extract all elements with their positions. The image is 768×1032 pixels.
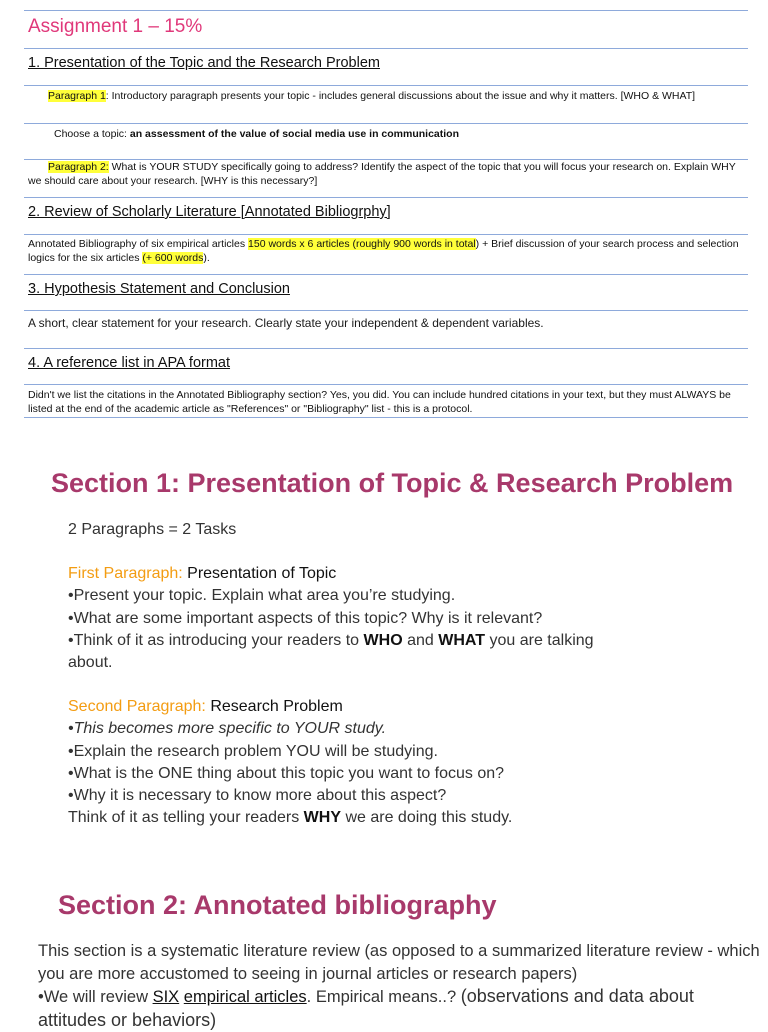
topic-value: an assessment of the value of social media use in communication [129, 128, 459, 140]
second-paragraph-label: Second Paragraph: [68, 698, 211, 716]
heading-3: 3. Hypothesis Statement and Conclusion [28, 281, 290, 297]
paragraph1-label: Paragraph 1 [48, 90, 106, 102]
heading-row-2 [24, 197, 748, 234]
s2-line2-b: . Empirical means..? [306, 988, 461, 1006]
section1-body [68, 519, 594, 829]
annotated-bib-highlight-1: 150 words x 6 articles (roughly 900 words in total [248, 238, 476, 250]
paragraph2-text: What is YOUR STUDY specifically going to address? Identify the aspect of the topic that you will focus your research on. Explain WHY we should care about your research. [WHY is this necessary?] [28, 161, 736, 187]
sp-b5-a: Think of it as telling your readers [68, 809, 304, 827]
first-paragraph-heading [68, 563, 594, 585]
hypothesis-text: A short, clear statement for your research. Clearly state your independent & dependent variables. [28, 316, 544, 330]
heading-row-3 [24, 274, 748, 310]
topic-row [24, 123, 748, 159]
s2-empirical: empirical articles [183, 988, 307, 1006]
heading-4: 4. A reference list in APA format [28, 355, 231, 371]
s2-line2-c: (observations and data about attitudes or behaviors) [38, 986, 694, 1030]
s2-six: SIX [152, 988, 180, 1006]
section2-title: Section 2: Annotated bibliography [58, 890, 497, 920]
fp-b3-c: you are talking [485, 631, 594, 649]
second-paragraph-bullet-3: •What is the ONE thing about this topic you want to focus on? [68, 764, 505, 782]
hypothesis-row [24, 310, 748, 348]
fp-b3-a: •Think of it as introducing your readers to [68, 631, 364, 649]
first-paragraph-bullet-1: •Present your topic. Explain what area you’re studying. [68, 587, 456, 605]
first-paragraph-bullet-3-cont: about. [68, 654, 113, 672]
first-paragraph-label: First Paragraph: [68, 565, 188, 583]
reference-text: Didn't we list the citations in the Annotated Bibliography section? Yes, you did. You can include hundred citations in your text, but they must ALWAYS be listed at the end of the academic article as "References" or "Bibliography" list - this is a protocol. [28, 389, 731, 415]
annotated-bib-row [24, 234, 748, 274]
heading-row-1 [24, 48, 748, 85]
heading-row-4 [24, 348, 748, 384]
reference-row [24, 384, 748, 418]
section1-intro: 2 Paragraphs = 2 Tasks [68, 521, 237, 538]
fp-b3-what: WHAT [438, 631, 486, 649]
section1-title: Section 1: Presentation of Topic & Research Problem [51, 468, 734, 498]
paragraph2-label: Paragraph 2: [48, 161, 109, 173]
sp-b5-b: we are doing this study. [341, 809, 513, 827]
heading-2: 2. Review of Scholarly Literature [Annotated Bibliogrphy] [28, 204, 391, 220]
annotated-bib-highlight-2: (+ 600 words [142, 252, 204, 264]
assignment-table [24, 10, 748, 418]
topic-label: Choose a topic: [54, 128, 130, 140]
annotated-bib-text-a: Annotated Bibliography of six empirical articles [28, 238, 249, 250]
section2-line-2 [38, 985, 763, 1032]
first-paragraph-bullet-2: •What are some important aspects of this topic? Why is it relevant? [68, 609, 543, 627]
section2-body [38, 940, 763, 1032]
section2-line-1: This section is a systematic literature review (as opposed to a summarized literature review - which you are more accustomed to seeing in journal articles or research papers) [38, 942, 760, 983]
sp-b5-why: WHY [303, 809, 341, 827]
paragraph1-row [24, 85, 748, 123]
fp-b3-b: and [402, 631, 439, 649]
heading-1: 1. Presentation of the Topic and the Research Problem [28, 55, 380, 71]
annotated-bib-text-b: ) + Brief discussion of your search process and selection logics for the six articles [28, 238, 739, 264]
first-paragraph-title: Presentation of Topic [187, 565, 337, 583]
first-paragraph-bullet-3 [68, 630, 594, 652]
paragraph1-text: : Introductory paragraph presents your topic - includes general discussions about the issue and why it matters. [WHO & WHAT] [105, 90, 696, 102]
second-paragraph-closing [68, 807, 594, 829]
annotated-bib-text-c: ). [203, 252, 210, 264]
second-paragraph-bullet-1: •This becomes more specific to YOUR study. [68, 720, 387, 738]
second-paragraph-bullet-2: •Explain the research problem YOU will be studying. [68, 742, 438, 760]
second-paragraph-bullet-4: •Why it is necessary to know more about this aspect? [68, 787, 447, 805]
second-paragraph-heading [68, 696, 594, 718]
fp-b3-who: WHO [363, 631, 403, 649]
second-paragraph-title: Research Problem [210, 698, 343, 716]
paragraph2-row [24, 159, 748, 197]
assignment-title: Assignment 1 – 15% [28, 16, 203, 37]
s2-line2-a: •We will review [38, 988, 153, 1006]
assignment-title-row [24, 10, 748, 48]
